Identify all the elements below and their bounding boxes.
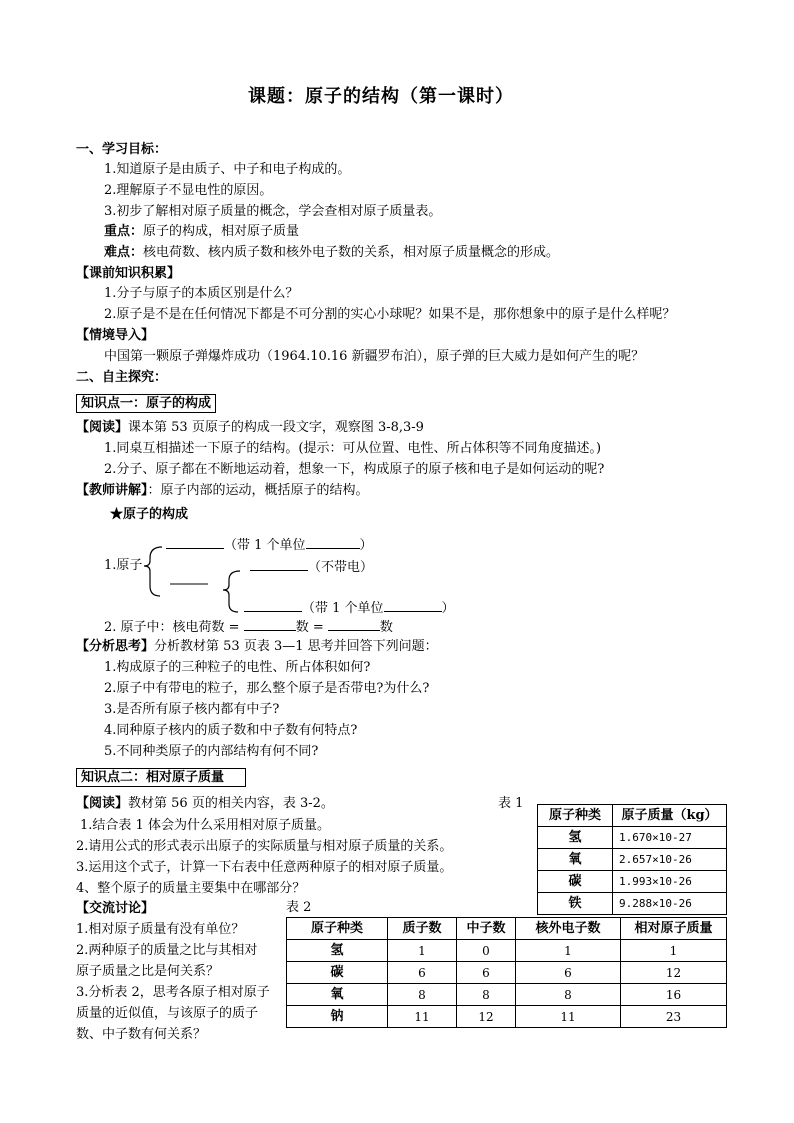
- section-heading: 【课前知识积累】: [76, 266, 181, 281]
- table-cell: 碳: [287, 962, 388, 984]
- list-item: 数、中子数有何关系？: [76, 1027, 207, 1042]
- table-cell: 碳: [538, 871, 613, 893]
- list-item: 3.初步了解相对原子质量的概念，学会查相对原子质量表。: [104, 204, 442, 219]
- table-cell: 钠: [287, 1006, 388, 1028]
- blank-line: [328, 617, 380, 631]
- table-cell: 8: [388, 984, 457, 1006]
- table-row: [287, 940, 727, 962]
- section-heading: 二、自主探究：: [76, 370, 168, 385]
- table-cell: 6: [388, 962, 457, 984]
- table-row: [538, 827, 727, 849]
- table-row: [287, 984, 727, 1006]
- read-label: 【阅读】: [76, 420, 129, 435]
- knowledge-point-box: 知识点二：相对原子质量: [76, 768, 246, 787]
- equation-text: 2. 原子中：核电荷数 =: [104, 620, 240, 635]
- table-row: [287, 962, 727, 984]
- difficulty-label: 难点：: [104, 245, 144, 260]
- list-item: 5.不同种类原子的内部结构有何不同?: [104, 744, 319, 759]
- column-header: 相对原子质量: [621, 918, 727, 940]
- list-item: 4、整个原子的质量主要集中在哪部分？: [76, 881, 306, 896]
- blank-line: [250, 557, 308, 571]
- table-cell: 1: [516, 940, 621, 962]
- table-caption: 表 2: [286, 900, 312, 915]
- section-heading: 【情境导入】: [76, 328, 155, 343]
- list-item: 1.同桌互相描述一下原子的结构。(提示：可从位置、电性、所占体积等不同角度描述。): [104, 441, 602, 456]
- key-text: 原子的构成，相对原子质量: [143, 224, 300, 239]
- close-paren: ）: [360, 560, 374, 575]
- column-header: 原子种类: [287, 918, 388, 940]
- blank-line: [306, 535, 360, 549]
- key-label: 重点：: [104, 224, 144, 239]
- table-cell: 氧: [287, 984, 388, 1006]
- list-item: 1.结合表 1 体会为什么采用相对原子质量。: [80, 818, 330, 833]
- list-item: 质量的近似值，与该原子的质子: [76, 1006, 259, 1021]
- table-cell: 1: [388, 940, 457, 962]
- list-item: 3.分析表 2，思考各原子相对原子: [76, 985, 270, 1000]
- list-item: 1.相对原子质量有没有单位？: [76, 922, 245, 937]
- table-cell: 2.657×10-26: [613, 849, 727, 871]
- table-cell: 23: [621, 1006, 727, 1028]
- difficulty-text: 核电荷数、核内质子数和核外电子数的关系，相对原子质量概念的形成。: [143, 245, 560, 260]
- table-cell: 0: [457, 940, 516, 962]
- read-label: 【阅读】: [76, 796, 129, 811]
- teach-label: 【教师讲解】: [76, 483, 148, 498]
- table-cell: 氢: [287, 940, 388, 962]
- table-cell: 12: [621, 962, 727, 984]
- equation-text: 数 =: [295, 620, 324, 635]
- table-cell: 9.288×10-26: [613, 893, 727, 915]
- list-item: 1.分子与原子的本质区别是什么？: [104, 286, 299, 301]
- list-item: 2.原子是不是在任何情况下都是不可分割的实心小球呢？如果不是，那你想象中的原子是什么样呢？: [104, 307, 676, 322]
- analysis-label: 【分析思考】: [76, 639, 155, 654]
- paragraph: [76, 638, 438, 656]
- blank-line-row: [244, 598, 455, 618]
- column-header: 原子种类: [538, 805, 613, 827]
- list-item: 原子质量之比是何关系？: [76, 964, 220, 979]
- list-item: 3.是否所有原子核内都有中子?: [104, 702, 280, 717]
- paragraph: 中国第一颗原子弹爆炸成功（1964.10.16 新疆罗布泊），原子弹的巨大威力是如何产生的呢？: [104, 349, 645, 364]
- blank-line: [166, 535, 224, 549]
- close-paren: ）: [359, 538, 373, 553]
- charge-note: （不带电: [308, 560, 361, 575]
- table-cell: 氢: [538, 827, 613, 849]
- list-item: 1.构成原子的三种粒子的电性、所占体积如何?: [104, 660, 371, 675]
- column-header: 质子数: [388, 918, 457, 940]
- list-item: 2.原子中有带电的粒子，那么整个原子是否带电?为什么?: [104, 681, 430, 696]
- teach-text: ：原子内部的运动，概括原子的结构。: [147, 483, 369, 498]
- section-heading: 【交流讨论】: [76, 901, 155, 916]
- blank-line-row: [250, 557, 373, 577]
- blank-line: [244, 617, 296, 631]
- table-row: [538, 849, 727, 871]
- list-item: 2.两种原子的质量之比与其相对: [76, 943, 258, 958]
- table-cell: 6: [516, 962, 621, 984]
- charge-note: （带 1 个单位: [302, 601, 384, 616]
- knowledge-point-box: 知识点一：原子的构成: [76, 394, 216, 413]
- list-item: 2.分子、原子都在不断地运动着，想象一下，构成原子的原子核和电子是如何运动的呢?: [104, 462, 605, 477]
- blank-line: [244, 598, 302, 612]
- table-cell: 16: [621, 984, 727, 1006]
- close-paren: ）: [441, 601, 455, 616]
- table-row: [287, 1006, 727, 1028]
- list-item: 2.理解原子不显电性的原因。: [104, 183, 273, 198]
- column-header: 中子数: [457, 918, 516, 940]
- subheading: ★原子的构成: [110, 507, 189, 522]
- list-item: 2.请用公式的形式表示出原子的实际质量与相对原子质量的关系。: [76, 839, 453, 854]
- table-header-row: [287, 918, 727, 940]
- table-cell: 氧: [538, 849, 613, 871]
- blank-line: [384, 598, 442, 612]
- table-header-row: [538, 805, 727, 827]
- charge-note: （带 1 个单位: [224, 538, 306, 553]
- table-row: [538, 893, 727, 915]
- table-cell: 1.993×10-26: [613, 871, 727, 893]
- column-header: 核外电子数: [516, 918, 621, 940]
- list-item: 3.运用这个式子，计算一下右表中任意两种原子的相对原子质量。: [76, 860, 453, 875]
- table-cell: 铁: [538, 893, 613, 915]
- list-item: 4.同种原子核内的质子数和中子数有何特点?: [104, 723, 358, 738]
- table-cell: 11: [388, 1006, 457, 1028]
- atom-mass-table: [537, 804, 727, 915]
- table-cell: 8: [457, 984, 516, 1006]
- blank-line-row: [166, 535, 373, 555]
- table-cell: 12: [457, 1006, 516, 1028]
- page-title: 课题：原子的结构（第一课时）: [248, 86, 514, 107]
- table-cell: 8: [516, 984, 621, 1006]
- list-item: 1.知道原子是由质子、中子和电子构成的。: [104, 162, 351, 177]
- paragraph: [76, 795, 334, 813]
- equation-row: [104, 617, 393, 637]
- table-cell: 1.670×10-27: [613, 827, 727, 849]
- read-text: 教材第 56 页的相关内容，表 3-2。: [128, 796, 334, 811]
- equation-text: 数: [379, 620, 393, 635]
- column-header: 原子质量（kg）: [613, 805, 727, 827]
- table-cell: 1: [621, 940, 727, 962]
- relative-mass-table: [286, 917, 727, 1028]
- atom-label: 1.原子: [104, 558, 143, 573]
- table-row: [538, 871, 727, 893]
- table-cell: 11: [516, 1006, 621, 1028]
- analysis-text: 分析教材第 53 页表 3—1 思考并回答下列问题：: [154, 639, 438, 654]
- read-text: 课本第 53 页原子的构成一段文字，观察图 3-8,3-9: [128, 420, 424, 435]
- table-cell: 6: [457, 962, 516, 984]
- section-heading: 一、学习目标：: [76, 142, 168, 157]
- table-caption: 表 1: [498, 796, 524, 811]
